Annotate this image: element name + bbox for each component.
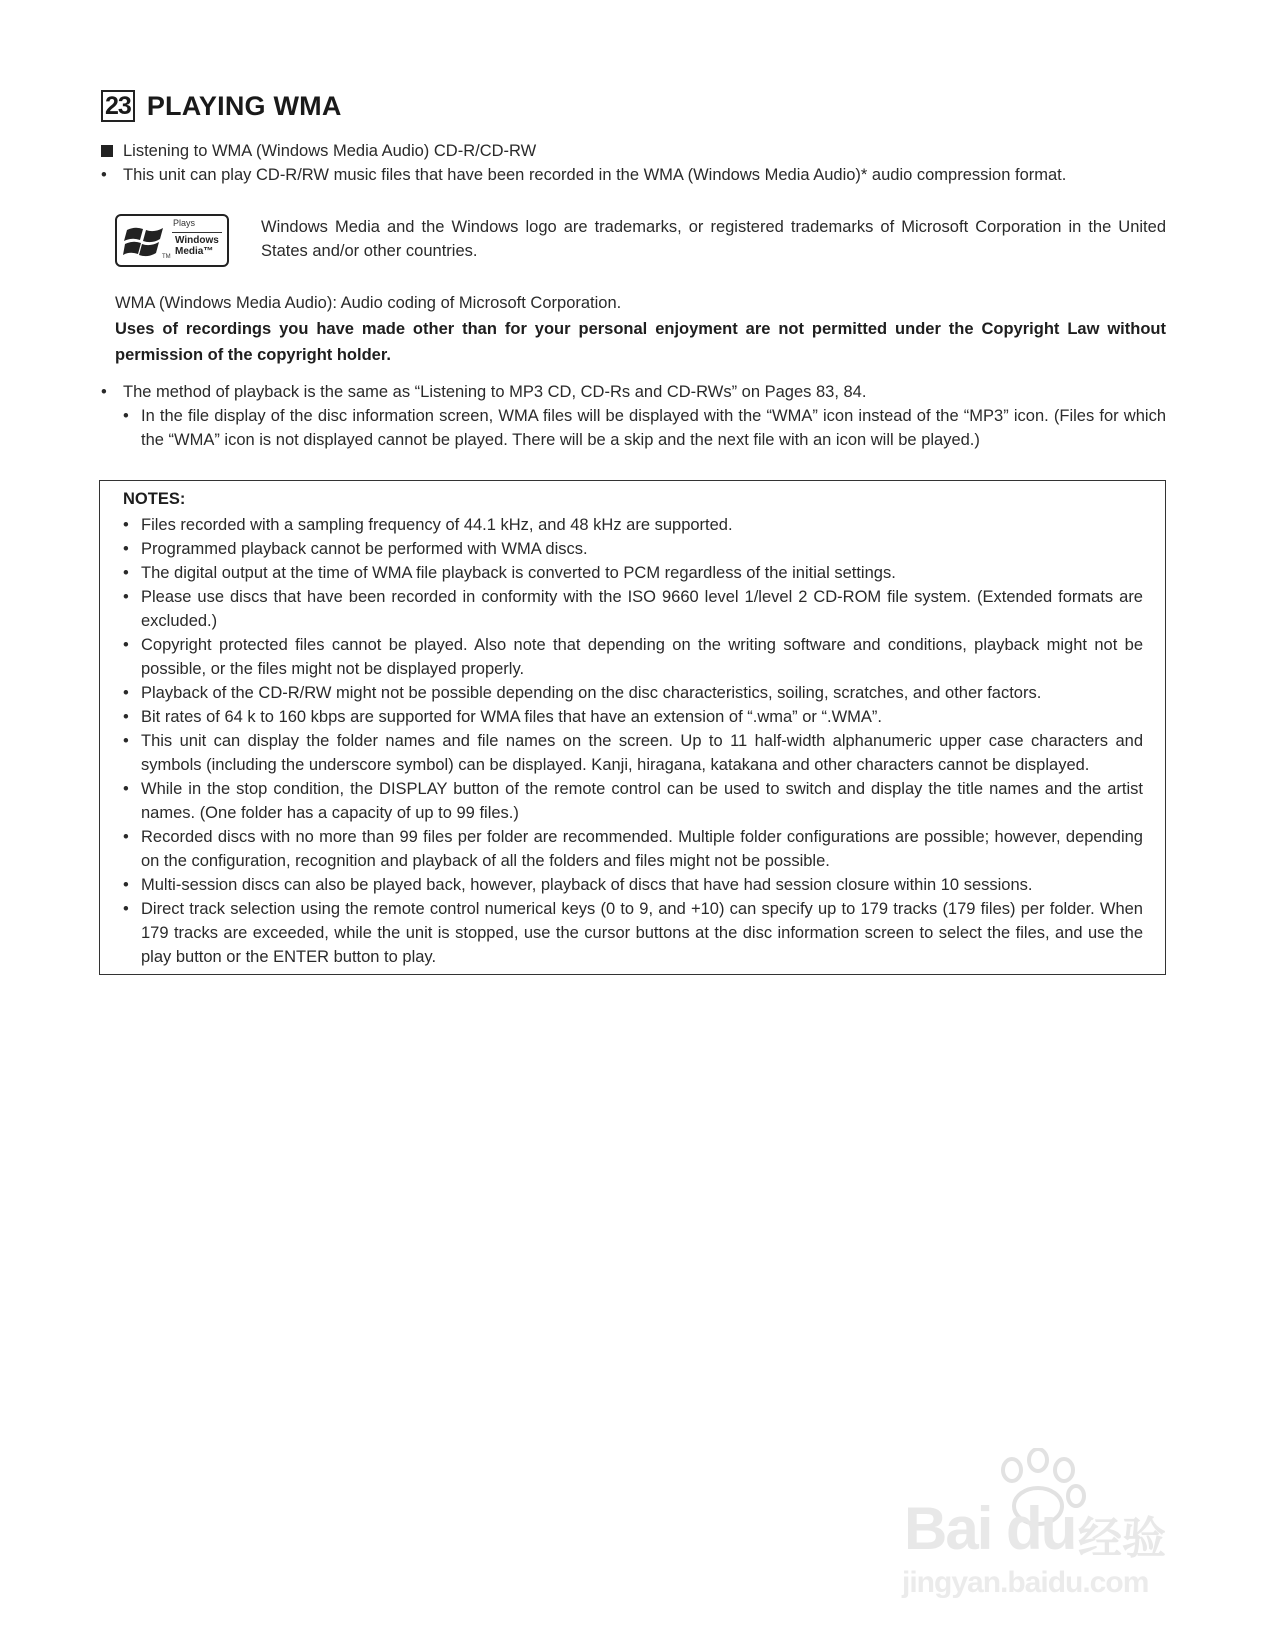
intro-heading-row bbox=[101, 139, 536, 163]
bullet-icon: • bbox=[123, 407, 129, 425]
section-heading bbox=[101, 90, 342, 122]
note-item bbox=[123, 897, 1143, 969]
intro-heading: Listening to WMA (Windows Media Audio) CD-R/CD-RW bbox=[123, 142, 537, 160]
note-text: Please use discs that have been recorded in conformity with the ISO 9660 level 1/level 2 CD-ROM file system. (Extended formats are excluded.) bbox=[141, 588, 1143, 630]
intro-bullet-row bbox=[101, 163, 1067, 187]
bullet-icon: • bbox=[123, 516, 129, 534]
note-item bbox=[123, 513, 1143, 537]
bullet-icon: • bbox=[123, 732, 129, 750]
logo-line1: Windows bbox=[175, 235, 219, 246]
note-item bbox=[123, 729, 1143, 777]
note-text: Direct track selection using the remote control numerical keys (0 to 9, and +10) can specify up to 179 tracks (179 files) per folder. When 179 tracks are exceeded, while the unit is stopped, use the cursor buttons at the disc information screen to select the files, and use the play button or the ENTER button to play. bbox=[141, 900, 1143, 966]
note-item bbox=[123, 825, 1143, 873]
page-title: PLAYING WMA bbox=[146, 90, 342, 121]
bullet-icon: • bbox=[123, 684, 129, 702]
note-text: While in the stop condition, the DISPLAY button of the remote control can be used to switch and display the title names and the artist names. (One folder has a capacity of up to 99 files.) bbox=[141, 780, 1143, 822]
baidu-watermark bbox=[900, 1448, 1200, 1598]
bullet-icon: • bbox=[101, 383, 107, 401]
square-bullet-icon bbox=[101, 145, 113, 157]
watermark-brand: Bai du bbox=[904, 1495, 1076, 1562]
note-item bbox=[123, 585, 1143, 633]
bullet-icon: • bbox=[123, 636, 129, 654]
bullet-icon: • bbox=[123, 540, 129, 558]
note-item bbox=[123, 705, 1143, 729]
copyright-warning: Uses of recordings you have made other than for your personal enjoyment are not permitted under the Copyright Law without permission of the copyright holder. bbox=[115, 320, 1166, 364]
note-item bbox=[123, 777, 1143, 825]
playback-bullet-row bbox=[101, 380, 867, 404]
logo-tm: TM bbox=[162, 254, 171, 260]
note-text: Files recorded with a sampling frequency of 44.1 kHz, and 48 kHz are supported. bbox=[141, 516, 733, 534]
note-text: Multi-session discs can also be played back, however, playback of discs that have had session closure within 10 sessions. bbox=[141, 876, 1033, 894]
note-text: Programmed playback cannot be performed with WMA discs. bbox=[141, 540, 588, 558]
intro-bullet: This unit can play CD-R/RW music files that have been recorded in the WMA (Windows Media Audio)* audio compression format. bbox=[123, 166, 1067, 184]
note-item bbox=[123, 633, 1143, 681]
note-item bbox=[123, 873, 1143, 897]
logo-divider bbox=[172, 232, 222, 233]
trademark-text: Windows Media and the Windows logo are trademarks, or registered trademarks of Microsoft Corporation in the United States and/or other countries. bbox=[261, 218, 1166, 260]
note-text: Playback of the CD-R/RW might not be possible depending on the disc characteristics, soiling, scratches, and other factors. bbox=[141, 684, 1042, 702]
bullet-icon: • bbox=[123, 876, 129, 894]
playback-sub-bullet-row bbox=[123, 404, 1166, 452]
bullet-icon: • bbox=[101, 166, 107, 184]
wma-note: WMA (Windows Media Audio): Audio coding of Microsoft Corporation. bbox=[115, 294, 622, 312]
bullet-icon: • bbox=[123, 900, 129, 918]
note-text: The digital output at the time of WMA file playback is converted to PCM regardless of the initial settings. bbox=[141, 564, 896, 582]
logo-plays-text: Plays bbox=[173, 218, 196, 228]
note-item bbox=[123, 561, 1143, 585]
playback-bullet: The method of playback is the same as “Listening to MP3 CD, CD-Rs and CD-RWs” on Pages 83, 84. bbox=[123, 383, 867, 401]
bullet-icon: • bbox=[123, 828, 129, 846]
bullet-icon: • bbox=[123, 588, 129, 606]
logo-line2: Media™ bbox=[175, 246, 214, 257]
note-item bbox=[123, 537, 1143, 561]
notes-title: NOTES: bbox=[123, 490, 186, 508]
note-text: Copyright protected files cannot be played. Also note that depending on the writing software and conditions, playback might not be possible, or the files might not be displayed properly. bbox=[141, 636, 1143, 678]
section-number: 23 bbox=[101, 90, 135, 122]
windows-flag-icon bbox=[123, 225, 167, 257]
note-text: Recorded discs with no more than 99 files per folder are recommended. Multiple folder configurations are possible; however, depending on the configuration, recognition and playback of all the folders and files might not be possible. bbox=[141, 828, 1143, 870]
logo-wordmark bbox=[175, 235, 219, 257]
windows-media-logo bbox=[115, 214, 229, 267]
playback-sub-bullet: In the file display of the disc information screen, WMA files will be displayed with the “WMA” icon instead of the “MP3” icon. (Files for which the “WMA” icon is not displayed cannot be played. There will be a skip and the next file with an icon will be played.) bbox=[141, 407, 1166, 449]
bullet-icon: • bbox=[123, 780, 129, 798]
note-text: This unit can display the folder names and file names on the screen. Up to 11 half-width alphanumeric upper case characters and symbols (including the underscore symbol) can be displayed. Kanji, hiragana, katakana and other characters cannot be displayed. bbox=[141, 732, 1143, 774]
bullet-icon: • bbox=[123, 708, 129, 726]
watermark-brand-cn: 经验 bbox=[1078, 1514, 1166, 1563]
watermark-url: jingyan.baidu.com bbox=[902, 1566, 1149, 1599]
bullet-icon: • bbox=[123, 564, 129, 582]
note-text: Bit rates of 64 k to 160 kbps are supported for WMA files that have an extension of “.wma” or “.WMA”. bbox=[141, 708, 882, 726]
note-item bbox=[123, 681, 1143, 705]
